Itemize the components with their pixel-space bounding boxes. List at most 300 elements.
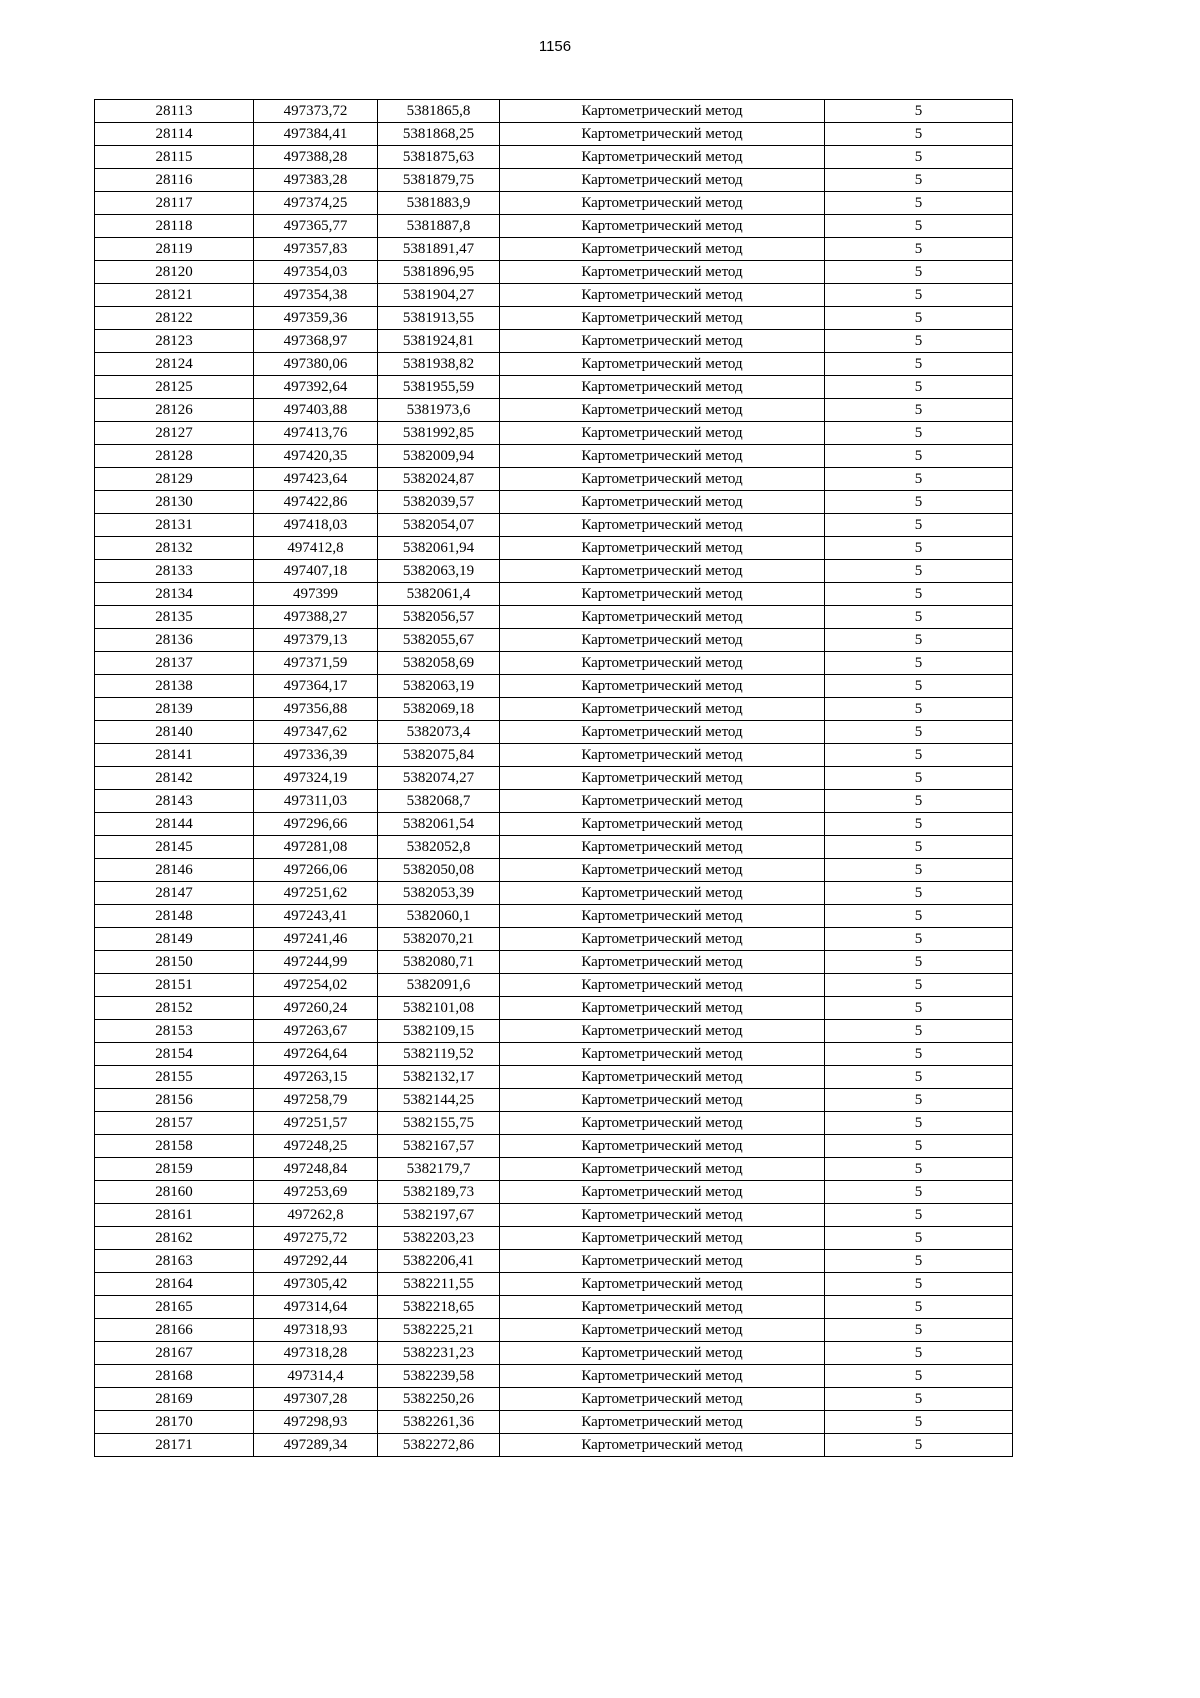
table-row bbox=[95, 1112, 1013, 1135]
y-coordinate-cell: 5382058,69 bbox=[378, 652, 500, 675]
x-coordinate-cell: 497314,64 bbox=[254, 1296, 378, 1319]
table-row bbox=[95, 951, 1013, 974]
table-row bbox=[95, 353, 1013, 376]
table-row bbox=[95, 1250, 1013, 1273]
x-coordinate-cell: 497305,42 bbox=[254, 1273, 378, 1296]
y-coordinate-cell: 5382039,57 bbox=[378, 491, 500, 514]
table-row bbox=[95, 675, 1013, 698]
x-coordinate-cell: 497262,8 bbox=[254, 1204, 378, 1227]
y-coordinate-cell: 5381955,59 bbox=[378, 376, 500, 399]
accuracy-cell: 5 bbox=[825, 1204, 1013, 1227]
method-cell: Картометрический метод bbox=[500, 951, 825, 974]
point-number-cell: 28121 bbox=[95, 284, 254, 307]
y-coordinate-cell: 5382206,41 bbox=[378, 1250, 500, 1273]
method-cell: Картометрический метод bbox=[500, 905, 825, 928]
x-coordinate-cell: 497388,28 bbox=[254, 146, 378, 169]
table-row bbox=[95, 445, 1013, 468]
method-cell: Картометрический метод bbox=[500, 882, 825, 905]
coordinates-table-body bbox=[95, 100, 1013, 1457]
method-cell: Картометрический метод bbox=[500, 560, 825, 583]
table-row bbox=[95, 192, 1013, 215]
point-number-cell: 28149 bbox=[95, 928, 254, 951]
method-cell: Картометрический метод bbox=[500, 1112, 825, 1135]
point-number-cell: 28154 bbox=[95, 1043, 254, 1066]
table-row bbox=[95, 261, 1013, 284]
method-cell: Картометрический метод bbox=[500, 698, 825, 721]
y-coordinate-cell: 5382179,7 bbox=[378, 1158, 500, 1181]
table-row bbox=[95, 882, 1013, 905]
accuracy-cell: 5 bbox=[825, 468, 1013, 491]
table-row bbox=[95, 1434, 1013, 1457]
y-coordinate-cell: 5382009,94 bbox=[378, 445, 500, 468]
method-cell: Картометрический метод bbox=[500, 100, 825, 123]
accuracy-cell: 5 bbox=[825, 123, 1013, 146]
method-cell: Картометрический метод bbox=[500, 537, 825, 560]
table-row bbox=[95, 123, 1013, 146]
x-coordinate-cell: 497263,67 bbox=[254, 1020, 378, 1043]
point-number-cell: 28116 bbox=[95, 169, 254, 192]
accuracy-cell: 5 bbox=[825, 422, 1013, 445]
point-number-cell: 28113 bbox=[95, 100, 254, 123]
point-number-cell: 28123 bbox=[95, 330, 254, 353]
accuracy-cell: 5 bbox=[825, 882, 1013, 905]
point-number-cell: 28156 bbox=[95, 1089, 254, 1112]
x-coordinate-cell: 497318,93 bbox=[254, 1319, 378, 1342]
accuracy-cell: 5 bbox=[825, 859, 1013, 882]
method-cell: Картометрический метод bbox=[500, 1181, 825, 1204]
table-row bbox=[95, 698, 1013, 721]
y-coordinate-cell: 5381891,47 bbox=[378, 238, 500, 261]
y-coordinate-cell: 5382144,25 bbox=[378, 1089, 500, 1112]
table-row bbox=[95, 215, 1013, 238]
point-number-cell: 28167 bbox=[95, 1342, 254, 1365]
y-coordinate-cell: 5382109,15 bbox=[378, 1020, 500, 1043]
x-coordinate-cell: 497418,03 bbox=[254, 514, 378, 537]
y-coordinate-cell: 5382261,36 bbox=[378, 1411, 500, 1434]
x-coordinate-cell: 497292,44 bbox=[254, 1250, 378, 1273]
y-coordinate-cell: 5381924,81 bbox=[378, 330, 500, 353]
table-row bbox=[95, 468, 1013, 491]
point-number-cell: 28122 bbox=[95, 307, 254, 330]
method-cell: Картометрический метод bbox=[500, 353, 825, 376]
point-number-cell: 28118 bbox=[95, 215, 254, 238]
y-coordinate-cell: 5381904,27 bbox=[378, 284, 500, 307]
point-number-cell: 28163 bbox=[95, 1250, 254, 1273]
method-cell: Картометрический метод bbox=[500, 330, 825, 353]
table-row bbox=[95, 1411, 1013, 1434]
accuracy-cell: 5 bbox=[825, 1158, 1013, 1181]
point-number-cell: 28119 bbox=[95, 238, 254, 261]
y-coordinate-cell: 5382189,73 bbox=[378, 1181, 500, 1204]
accuracy-cell: 5 bbox=[825, 560, 1013, 583]
method-cell: Картометрический метод bbox=[500, 721, 825, 744]
accuracy-cell: 5 bbox=[825, 1273, 1013, 1296]
x-coordinate-cell: 497336,39 bbox=[254, 744, 378, 767]
y-coordinate-cell: 5382053,39 bbox=[378, 882, 500, 905]
x-coordinate-cell: 497374,25 bbox=[254, 192, 378, 215]
method-cell: Картометрический метод bbox=[500, 974, 825, 997]
method-cell: Картометрический метод bbox=[500, 422, 825, 445]
point-number-cell: 28144 bbox=[95, 813, 254, 836]
point-number-cell: 28134 bbox=[95, 583, 254, 606]
method-cell: Картометрический метод bbox=[500, 928, 825, 951]
y-coordinate-cell: 5382080,71 bbox=[378, 951, 500, 974]
accuracy-cell: 5 bbox=[825, 537, 1013, 560]
table-row bbox=[95, 997, 1013, 1020]
accuracy-cell: 5 bbox=[825, 721, 1013, 744]
table-row bbox=[95, 1388, 1013, 1411]
table-row bbox=[95, 330, 1013, 353]
method-cell: Картометрический метод bbox=[500, 652, 825, 675]
accuracy-cell: 5 bbox=[825, 698, 1013, 721]
y-coordinate-cell: 5382101,08 bbox=[378, 997, 500, 1020]
y-coordinate-cell: 5382231,23 bbox=[378, 1342, 500, 1365]
accuracy-cell: 5 bbox=[825, 1365, 1013, 1388]
y-coordinate-cell: 5381992,85 bbox=[378, 422, 500, 445]
point-number-cell: 28128 bbox=[95, 445, 254, 468]
method-cell: Картометрический метод bbox=[500, 606, 825, 629]
point-number-cell: 28147 bbox=[95, 882, 254, 905]
x-coordinate-cell: 497380,06 bbox=[254, 353, 378, 376]
method-cell: Картометрический метод bbox=[500, 583, 825, 606]
table-row bbox=[95, 1296, 1013, 1319]
y-coordinate-cell: 5382197,67 bbox=[378, 1204, 500, 1227]
table-row bbox=[95, 1273, 1013, 1296]
table-row bbox=[95, 399, 1013, 422]
table-row bbox=[95, 146, 1013, 169]
method-cell: Картометрический метод bbox=[500, 445, 825, 468]
accuracy-cell: 5 bbox=[825, 1227, 1013, 1250]
table-row bbox=[95, 813, 1013, 836]
accuracy-cell: 5 bbox=[825, 1342, 1013, 1365]
point-number-cell: 28153 bbox=[95, 1020, 254, 1043]
x-coordinate-cell: 497399 bbox=[254, 583, 378, 606]
x-coordinate-cell: 497253,69 bbox=[254, 1181, 378, 1204]
point-number-cell: 28151 bbox=[95, 974, 254, 997]
point-number-cell: 28125 bbox=[95, 376, 254, 399]
y-coordinate-cell: 5382167,57 bbox=[378, 1135, 500, 1158]
method-cell: Картометрический метод bbox=[500, 468, 825, 491]
y-coordinate-cell: 5382091,6 bbox=[378, 974, 500, 997]
point-number-cell: 28131 bbox=[95, 514, 254, 537]
table-row bbox=[95, 744, 1013, 767]
table-row bbox=[95, 100, 1013, 123]
y-coordinate-cell: 5382061,4 bbox=[378, 583, 500, 606]
y-coordinate-cell: 5382063,19 bbox=[378, 560, 500, 583]
point-number-cell: 28124 bbox=[95, 353, 254, 376]
accuracy-cell: 5 bbox=[825, 1388, 1013, 1411]
table-row bbox=[95, 1204, 1013, 1227]
accuracy-cell: 5 bbox=[825, 284, 1013, 307]
accuracy-cell: 5 bbox=[825, 675, 1013, 698]
table-row bbox=[95, 836, 1013, 859]
accuracy-cell: 5 bbox=[825, 1434, 1013, 1457]
point-number-cell: 28157 bbox=[95, 1112, 254, 1135]
accuracy-cell: 5 bbox=[825, 353, 1013, 376]
table-row bbox=[95, 1135, 1013, 1158]
point-number-cell: 28170 bbox=[95, 1411, 254, 1434]
y-coordinate-cell: 5382052,8 bbox=[378, 836, 500, 859]
accuracy-cell: 5 bbox=[825, 836, 1013, 859]
method-cell: Картометрический метод bbox=[500, 1434, 825, 1457]
y-coordinate-cell: 5381868,25 bbox=[378, 123, 500, 146]
x-coordinate-cell: 497275,72 bbox=[254, 1227, 378, 1250]
method-cell: Картометрический метод bbox=[500, 790, 825, 813]
table-row bbox=[95, 905, 1013, 928]
x-coordinate-cell: 497354,03 bbox=[254, 261, 378, 284]
point-number-cell: 28158 bbox=[95, 1135, 254, 1158]
point-number-cell: 28159 bbox=[95, 1158, 254, 1181]
table-row bbox=[95, 491, 1013, 514]
x-coordinate-cell: 497392,64 bbox=[254, 376, 378, 399]
accuracy-cell: 5 bbox=[825, 1181, 1013, 1204]
point-number-cell: 28117 bbox=[95, 192, 254, 215]
y-coordinate-cell: 5381896,95 bbox=[378, 261, 500, 284]
method-cell: Картометрический метод bbox=[500, 1365, 825, 1388]
method-cell: Картометрический метод bbox=[500, 1020, 825, 1043]
y-coordinate-cell: 5382211,55 bbox=[378, 1273, 500, 1296]
method-cell: Картометрический метод bbox=[500, 1319, 825, 1342]
table-row bbox=[95, 1043, 1013, 1066]
accuracy-cell: 5 bbox=[825, 1043, 1013, 1066]
method-cell: Картометрический метод bbox=[500, 997, 825, 1020]
y-coordinate-cell: 5382056,57 bbox=[378, 606, 500, 629]
accuracy-cell: 5 bbox=[825, 1411, 1013, 1434]
x-coordinate-cell: 497384,41 bbox=[254, 123, 378, 146]
table-row bbox=[95, 1066, 1013, 1089]
accuracy-cell: 5 bbox=[825, 974, 1013, 997]
accuracy-cell: 5 bbox=[825, 1135, 1013, 1158]
method-cell: Картометрический метод bbox=[500, 1411, 825, 1434]
accuracy-cell: 5 bbox=[825, 192, 1013, 215]
x-coordinate-cell: 497359,36 bbox=[254, 307, 378, 330]
method-cell: Картометрический метод bbox=[500, 491, 825, 514]
point-number-cell: 28164 bbox=[95, 1273, 254, 1296]
table-row bbox=[95, 652, 1013, 675]
table-row bbox=[95, 606, 1013, 629]
x-coordinate-cell: 497347,62 bbox=[254, 721, 378, 744]
x-coordinate-cell: 497248,84 bbox=[254, 1158, 378, 1181]
method-cell: Картометрический метод bbox=[500, 1273, 825, 1296]
y-coordinate-cell: 5382272,86 bbox=[378, 1434, 500, 1457]
point-number-cell: 28166 bbox=[95, 1319, 254, 1342]
point-number-cell: 28127 bbox=[95, 422, 254, 445]
x-coordinate-cell: 497423,64 bbox=[254, 468, 378, 491]
point-number-cell: 28129 bbox=[95, 468, 254, 491]
method-cell: Картометрический метод bbox=[500, 1135, 825, 1158]
y-coordinate-cell: 5382250,26 bbox=[378, 1388, 500, 1411]
accuracy-cell: 5 bbox=[825, 261, 1013, 284]
method-cell: Картометрический метод bbox=[500, 836, 825, 859]
point-number-cell: 28140 bbox=[95, 721, 254, 744]
accuracy-cell: 5 bbox=[825, 376, 1013, 399]
accuracy-cell: 5 bbox=[825, 997, 1013, 1020]
method-cell: Картометрический метод bbox=[500, 307, 825, 330]
table-row bbox=[95, 422, 1013, 445]
y-coordinate-cell: 5382070,21 bbox=[378, 928, 500, 951]
point-number-cell: 28120 bbox=[95, 261, 254, 284]
accuracy-cell: 5 bbox=[825, 905, 1013, 928]
y-coordinate-cell: 5382050,08 bbox=[378, 859, 500, 882]
x-coordinate-cell: 497422,86 bbox=[254, 491, 378, 514]
method-cell: Картометрический метод bbox=[500, 1227, 825, 1250]
method-cell: Картометрический метод bbox=[500, 813, 825, 836]
point-number-cell: 28145 bbox=[95, 836, 254, 859]
point-number-cell: 28143 bbox=[95, 790, 254, 813]
accuracy-cell: 5 bbox=[825, 100, 1013, 123]
accuracy-cell: 5 bbox=[825, 1250, 1013, 1273]
table-row bbox=[95, 1342, 1013, 1365]
table-row bbox=[95, 721, 1013, 744]
method-cell: Картометрический метод bbox=[500, 629, 825, 652]
x-coordinate-cell: 497357,83 bbox=[254, 238, 378, 261]
accuracy-cell: 5 bbox=[825, 583, 1013, 606]
point-number-cell: 28165 bbox=[95, 1296, 254, 1319]
table-row bbox=[95, 583, 1013, 606]
method-cell: Картометрический метод bbox=[500, 123, 825, 146]
point-number-cell: 28169 bbox=[95, 1388, 254, 1411]
accuracy-cell: 5 bbox=[825, 1296, 1013, 1319]
point-number-cell: 28138 bbox=[95, 675, 254, 698]
y-coordinate-cell: 5382074,27 bbox=[378, 767, 500, 790]
x-coordinate-cell: 497420,35 bbox=[254, 445, 378, 468]
x-coordinate-cell: 497260,24 bbox=[254, 997, 378, 1020]
accuracy-cell: 5 bbox=[825, 652, 1013, 675]
method-cell: Картометрический метод bbox=[500, 399, 825, 422]
x-coordinate-cell: 497383,28 bbox=[254, 169, 378, 192]
table-row bbox=[95, 169, 1013, 192]
table-row bbox=[95, 629, 1013, 652]
accuracy-cell: 5 bbox=[825, 169, 1013, 192]
y-coordinate-cell: 5382073,4 bbox=[378, 721, 500, 744]
accuracy-cell: 5 bbox=[825, 307, 1013, 330]
table-row bbox=[95, 376, 1013, 399]
accuracy-cell: 5 bbox=[825, 1319, 1013, 1342]
y-coordinate-cell: 5382063,19 bbox=[378, 675, 500, 698]
point-number-cell: 28161 bbox=[95, 1204, 254, 1227]
table-row bbox=[95, 928, 1013, 951]
y-coordinate-cell: 5381887,8 bbox=[378, 215, 500, 238]
method-cell: Картометрический метод bbox=[500, 1342, 825, 1365]
y-coordinate-cell: 5381879,75 bbox=[378, 169, 500, 192]
point-number-cell: 28137 bbox=[95, 652, 254, 675]
x-coordinate-cell: 497248,25 bbox=[254, 1135, 378, 1158]
table-row bbox=[95, 1319, 1013, 1342]
accuracy-cell: 5 bbox=[825, 951, 1013, 974]
x-coordinate-cell: 497373,72 bbox=[254, 100, 378, 123]
table-row bbox=[95, 1365, 1013, 1388]
x-coordinate-cell: 497413,76 bbox=[254, 422, 378, 445]
method-cell: Картометрический метод bbox=[500, 238, 825, 261]
y-coordinate-cell: 5381913,55 bbox=[378, 307, 500, 330]
x-coordinate-cell: 497266,06 bbox=[254, 859, 378, 882]
method-cell: Картометрический метод bbox=[500, 1388, 825, 1411]
table-row bbox=[95, 307, 1013, 330]
point-number-cell: 28150 bbox=[95, 951, 254, 974]
point-number-cell: 28141 bbox=[95, 744, 254, 767]
table-row bbox=[95, 560, 1013, 583]
method-cell: Картометрический метод bbox=[500, 1250, 825, 1273]
point-number-cell: 28160 bbox=[95, 1181, 254, 1204]
method-cell: Картометрический метод bbox=[500, 261, 825, 284]
x-coordinate-cell: 497263,15 bbox=[254, 1066, 378, 1089]
method-cell: Картометрический метод bbox=[500, 1204, 825, 1227]
point-number-cell: 28168 bbox=[95, 1365, 254, 1388]
accuracy-cell: 5 bbox=[825, 813, 1013, 836]
accuracy-cell: 5 bbox=[825, 491, 1013, 514]
accuracy-cell: 5 bbox=[825, 629, 1013, 652]
table-row bbox=[95, 514, 1013, 537]
method-cell: Картометрический метод bbox=[500, 1043, 825, 1066]
point-number-cell: 28146 bbox=[95, 859, 254, 882]
x-coordinate-cell: 497298,93 bbox=[254, 1411, 378, 1434]
x-coordinate-cell: 497407,18 bbox=[254, 560, 378, 583]
method-cell: Картометрический метод bbox=[500, 744, 825, 767]
x-coordinate-cell: 497314,4 bbox=[254, 1365, 378, 1388]
accuracy-cell: 5 bbox=[825, 928, 1013, 951]
x-coordinate-cell: 497388,27 bbox=[254, 606, 378, 629]
point-number-cell: 28162 bbox=[95, 1227, 254, 1250]
x-coordinate-cell: 497254,02 bbox=[254, 974, 378, 997]
point-number-cell: 28148 bbox=[95, 905, 254, 928]
x-coordinate-cell: 497356,88 bbox=[254, 698, 378, 721]
method-cell: Картометрический метод bbox=[500, 1158, 825, 1181]
x-coordinate-cell: 497311,03 bbox=[254, 790, 378, 813]
table-row bbox=[95, 1158, 1013, 1181]
y-coordinate-cell: 5382132,17 bbox=[378, 1066, 500, 1089]
x-coordinate-cell: 497403,88 bbox=[254, 399, 378, 422]
method-cell: Картометрический метод bbox=[500, 1296, 825, 1319]
y-coordinate-cell: 5382119,52 bbox=[378, 1043, 500, 1066]
table-row bbox=[95, 284, 1013, 307]
method-cell: Картометрический метод bbox=[500, 514, 825, 537]
method-cell: Картометрический метод bbox=[500, 284, 825, 307]
x-coordinate-cell: 497289,34 bbox=[254, 1434, 378, 1457]
point-number-cell: 28171 bbox=[95, 1434, 254, 1457]
y-coordinate-cell: 5382068,7 bbox=[378, 790, 500, 813]
table-row bbox=[95, 1089, 1013, 1112]
method-cell: Картометрический метод bbox=[500, 1089, 825, 1112]
method-cell: Картометрический метод bbox=[500, 767, 825, 790]
method-cell: Картометрический метод bbox=[500, 169, 825, 192]
point-number-cell: 28115 bbox=[95, 146, 254, 169]
y-coordinate-cell: 5382225,21 bbox=[378, 1319, 500, 1342]
y-coordinate-cell: 5381865,8 bbox=[378, 100, 500, 123]
y-coordinate-cell: 5382055,67 bbox=[378, 629, 500, 652]
method-cell: Картометрический метод bbox=[500, 146, 825, 169]
accuracy-cell: 5 bbox=[825, 238, 1013, 261]
table-row bbox=[95, 767, 1013, 790]
point-number-cell: 28132 bbox=[95, 537, 254, 560]
accuracy-cell: 5 bbox=[825, 1089, 1013, 1112]
point-number-cell: 28136 bbox=[95, 629, 254, 652]
accuracy-cell: 5 bbox=[825, 1020, 1013, 1043]
y-coordinate-cell: 5382061,54 bbox=[378, 813, 500, 836]
x-coordinate-cell: 497318,28 bbox=[254, 1342, 378, 1365]
method-cell: Картометрический метод bbox=[500, 376, 825, 399]
y-coordinate-cell: 5382069,18 bbox=[378, 698, 500, 721]
point-number-cell: 28130 bbox=[95, 491, 254, 514]
accuracy-cell: 5 bbox=[825, 330, 1013, 353]
table-row bbox=[95, 859, 1013, 882]
table-row bbox=[95, 1227, 1013, 1250]
x-coordinate-cell: 497364,17 bbox=[254, 675, 378, 698]
x-coordinate-cell: 497379,13 bbox=[254, 629, 378, 652]
point-number-cell: 28152 bbox=[95, 997, 254, 1020]
y-coordinate-cell: 5382239,58 bbox=[378, 1365, 500, 1388]
accuracy-cell: 5 bbox=[825, 445, 1013, 468]
accuracy-cell: 5 bbox=[825, 790, 1013, 813]
